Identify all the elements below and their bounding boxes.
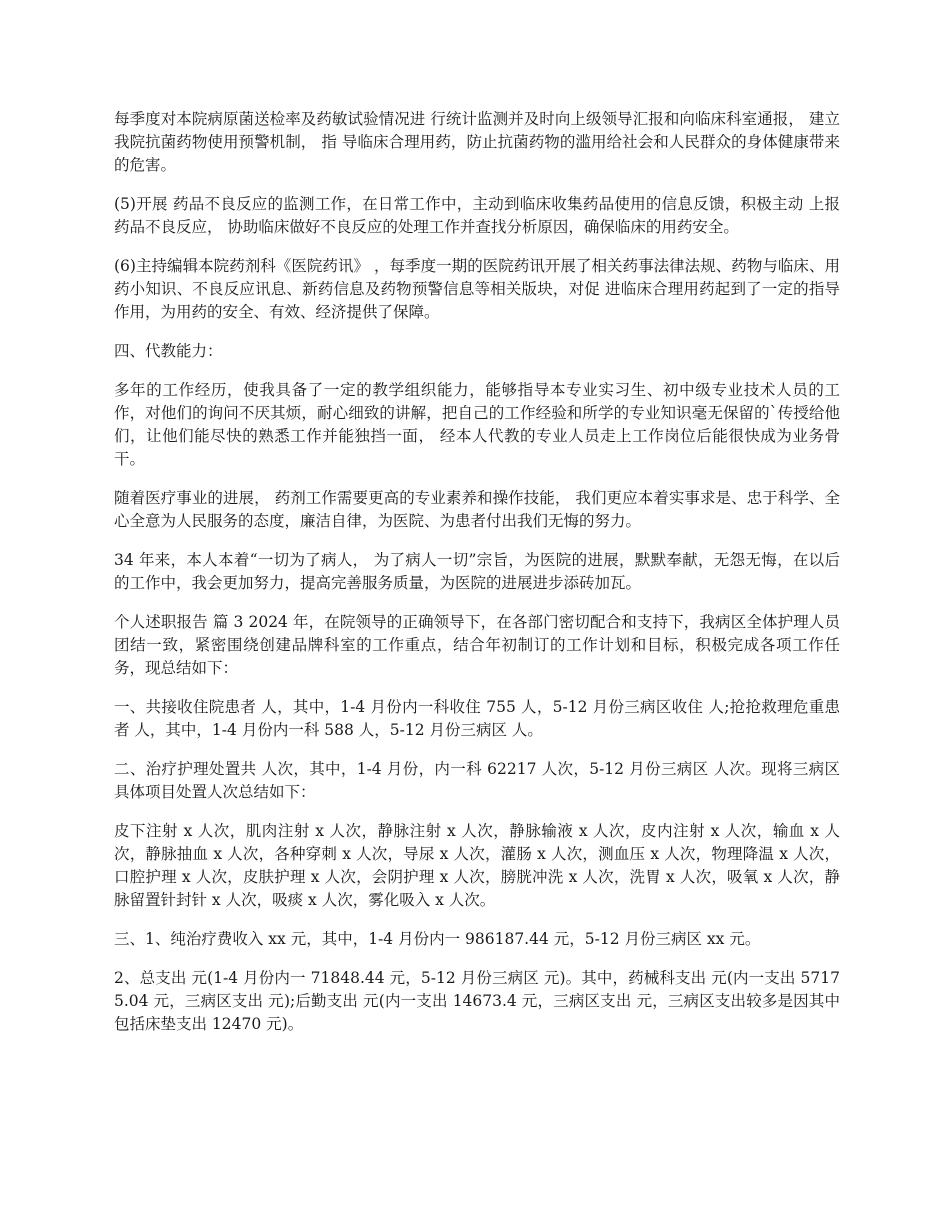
paragraph-treatment-income: 三、1、纯治疗费收入 xx 元，其中，1-4 月份内一 986187.44 元，5-12 月份三病区 xx 元。 bbox=[114, 930, 761, 948]
paragraph-professional-attitude: 随着医疗事业的进展， 药剂工作需要更高的专业素养和操作技能， 我们更应本着实事求是、忠于科学、全心全意为人民服务的态度，廉洁自律，为医院、为患者付出我们无悔的努力。 bbox=[114, 489, 840, 530]
paragraph-antibiotic-monitoring: 每季度对本院病原菌送检率及药敏试验情况进 行统计监测并及时向上级领导汇报和向临床科室通报， 建立我院抗菌药物使用预警机制， 指 导临床合理用药，防止抗菌药物的滥用给社会和人民群众的身体健康带来的危害。 bbox=[114, 110, 840, 174]
paragraph-treatment-count: 二、治疗护理处置共 人次，其中，1-4 月份，内一科 62217 人次，5-12 月份三病区 人次。现将三病区具体项目处置人次总结如下： bbox=[114, 760, 840, 801]
paragraph-teaching-experience: 多年的工作经历，使我具备了一定的教学组织能力，能够指导本专业实习生、初中级专业技术人员的工作，对他们的询问不厌其烦，耐心细致的讲解，把自己的工作经验和所学的专业知识毫无保留的`传授给他们，让他们能尽快的熟悉工作并能独挡一面， 经本人代教的专业人员走上工作岗位后能很快成为业务骨干。 bbox=[114, 381, 840, 468]
paragraph-adverse-reaction: (5)开展 药品不良反应的监测工作，在日常工作中，主动到临床收集药品使用的信息反馈，积极主动 上报药品不良反应， 协助临床做好不良反应的处理工作并查找分析原因，确保临床的用药安全。 bbox=[114, 195, 840, 236]
paragraph-total-expenditure: 2、总支出 元(1-4 月份内一 71848.44 元，5-12 月份三病区 元)。其中，药械科支出 元(内一支出 57175.04 元，三病区支出 元);后勤支出 元(内一支出 14673.4 元，三病区支出 元，三病区支出较多是因其中包括床垫支出 12470 元)。 bbox=[114, 969, 840, 1033]
section-heading-teaching: 四、代教能力： bbox=[114, 342, 223, 360]
paragraph-report-intro: 个人述职报告 篇 3 2024 年，在院领导的正确领导下，在各部门密切配合和支持下，我病区全体护理人员团结一致，紧密围绕创建品牌科室的工作重点，结合年初制订的工作计划和目标，积极完成各项工作任务，现总结如下： bbox=[114, 613, 840, 677]
paragraph-patients-admitted: 一、共接收住院患者 人，其中，1-4 月份内一科收住 755 人，5-12 月份三病区收住 人;抢抢救理危重患者 人，其中，1-4 月份内一科 588 人，5-12 月份三病区 人。 bbox=[114, 698, 840, 739]
document-body bbox=[114, 108, 840, 1052]
paragraph-pharmacy-newsletter: (6)主持编辑本院药剂科《医院药讯》 ，每季度一期的医院药讯开展了相关药事法律法规、药物与临床、用药小知识、不良反应讯息、新药信息及药物预警信息等相关版块，对促 进临床合理用药起到了一定的指导作用，为用药的安全、有效、经济提供了保障。 bbox=[114, 257, 840, 321]
paragraph-procedure-list: 皮下注射 x 人次，肌肉注射 x 人次，静脉注射 x 人次，静脉输液 x 人次，皮内注射 x 人次，输血 x 人次，静脉抽血 x 人次，各种穿刺 x 人次，导尿 x 人次，灌肠 x 人次，测血压 x 人次，物理降温 x 人次，口腔护理 x 人次，皮肤护理 x 人次，会阴护理 x 人次，膀胱冲洗 x 人次，洗胃 x 人次，吸氧 x 人次，静脉留置针封针 x 人次，吸痰 x 人次，雾化吸入 x 人次。 bbox=[114, 822, 840, 909]
paragraph-dedication: 34 年来，本人本着“一切为了病人， 为了病人一切”宗旨，为医院的进展，默默奉献，无怨无悔，在以后的工作中，我会更加努力，提高完善服务质量，为医院的进展进步添砖加瓦。 bbox=[114, 551, 840, 592]
